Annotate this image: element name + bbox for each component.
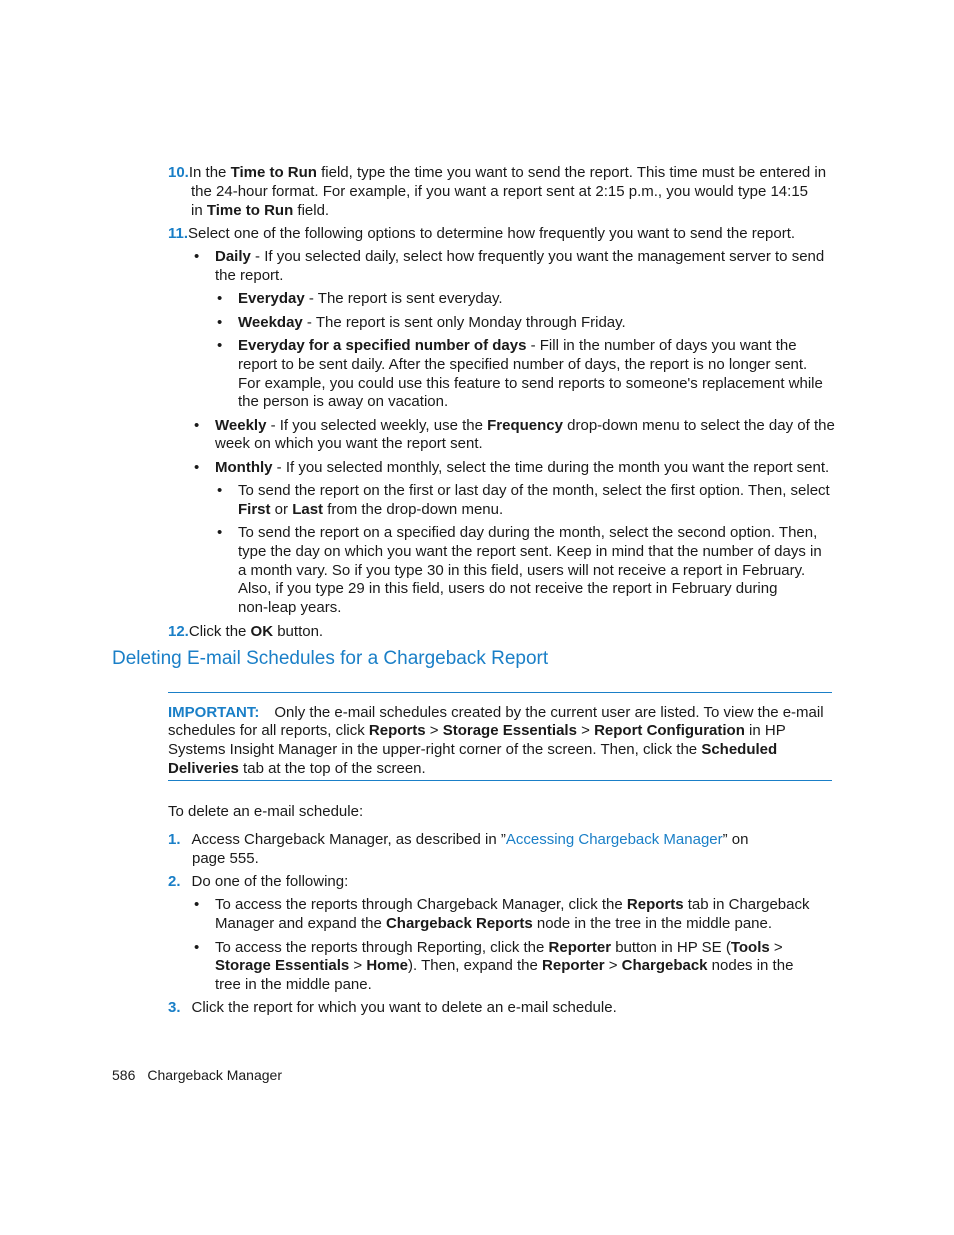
step-3: 3. Click the report for which you want to delete an e-mail schedule.: [168, 999, 617, 1016]
footer-section-title: Chargeback Manager: [147, 1067, 282, 1083]
option-monthly: Monthly - If you selected monthly, select the time during the month you want the report sent.: [215, 459, 830, 476]
bullet-icon: •: [194, 896, 200, 913]
bullet-icon: •: [217, 337, 223, 354]
bullet-icon: •: [194, 417, 200, 434]
bullet-icon: •: [194, 248, 200, 265]
important-line-2: schedules for all reports, click Reports > Storage Essentials > Report Configuration in HP: [168, 722, 786, 739]
accessing-chargeback-manager-link[interactable]: Accessing Chargeback Manager: [505, 831, 723, 848]
monthly-second-option-line-2: type the day on which you want the report sent. Keep in mind that the number of days in: [238, 543, 822, 560]
step-number: 1.: [168, 831, 181, 848]
option-reporting: To access the reports through Reporting, click the Reporter button in HP SE (Tools >: [215, 939, 783, 956]
option-weekly-line-2: week on which you want the report sent.: [215, 435, 483, 452]
option-daily: Daily - If you selected daily, select how frequently you want the management server to send: [215, 248, 825, 265]
important-line-3: Systems Insight Manager in the upper-right corner of the screen. Then, click the Scheduled: [168, 741, 778, 758]
important-label: IMPORTANT:: [168, 704, 260, 721]
bullet-icon: •: [217, 524, 223, 541]
option-weekday: Weekday - The report is sent only Monday through Friday.: [238, 314, 626, 331]
step-number: 11.: [168, 225, 189, 242]
step-number: 3.: [168, 999, 181, 1016]
important-note: IMPORTANT: Only the e-mail schedules created by the current user are listed. To view the e-mail: [168, 704, 824, 721]
bullet-icon: •: [217, 314, 223, 331]
step-number: 2.: [168, 873, 181, 890]
option-specified-line-2: report to be sent daily. After the specified number of days, the report is no longer sent.: [238, 356, 808, 373]
monthly-second-option-line-5: non-leap years.: [238, 599, 342, 616]
monthly-first-option: To send the report on the first or last day of the month, select the first option. Then, select: [238, 482, 830, 499]
step-10: 10.In the Time to Run field, type the time you want to send the report. This time must be entered in: [168, 164, 827, 181]
option-everyday: Everyday - The report is sent everyday.: [238, 290, 503, 307]
important-top-rule: [168, 692, 832, 693]
bullet-icon: •: [217, 290, 223, 307]
option-daily-line-2: the report.: [215, 267, 284, 284]
monthly-first-option-line-2: First or Last from the drop-down menu.: [238, 501, 504, 518]
step-10-line-2: the 24-hour format. For example, if you want a report sent at 2:15 p.m., you would type 14:15: [191, 183, 808, 200]
step-2: 2. Do one of the following:: [168, 873, 349, 890]
step-10-line-3: in Time to Run field.: [191, 202, 330, 219]
option-chargeback-manager-line-2: Manager and expand the Chargeback Reports node in the tree in the middle pane.: [215, 915, 773, 932]
step-11: 11.Select one of the following options to determine how frequently you want to send the report.: [168, 225, 796, 242]
monthly-second-option-line-4: Also, if you type 29 in this field, users do not receive the report in February during: [238, 580, 778, 597]
option-specified-line-3: For example, you could use this feature to send reports to someone's replacement while: [238, 375, 823, 392]
option-reporting-line-3: tree in the middle pane.: [215, 976, 372, 993]
monthly-second-option-line-3: a month vary. So if you type 30 in this field, users will not receive a report in February.: [238, 562, 806, 579]
bullet-icon: •: [217, 482, 223, 499]
important-bottom-rule: [168, 780, 832, 781]
bullet-icon: •: [194, 939, 200, 956]
monthly-second-option: To send the report on a specified day during the month, select the second option. Then,: [238, 524, 818, 541]
step-1: 1. Access Chargeback Manager, as described in ”Accessing Chargeback Manager” on: [168, 831, 749, 848]
procedure-intro: To delete an e-mail schedule:: [168, 803, 364, 820]
option-weekly: Weekly - If you selected weekly, use the Frequency drop-down menu to select the day of the: [215, 417, 835, 434]
bullet-icon: •: [194, 459, 200, 476]
section-heading: Deleting E-mail Schedules for a Chargeback Report: [112, 648, 549, 669]
page-footer: [112, 1067, 282, 1083]
option-specified-days: Everyday for a specified number of days - Fill in the number of days you want the: [238, 337, 797, 354]
option-specified-line-4: the person is away on vacation.: [238, 393, 449, 410]
important-line-4: Deliveries tab at the top of the screen.: [168, 760, 426, 777]
step-number: 12.: [168, 623, 189, 640]
step-12: 12.Click the OK button.: [168, 623, 324, 640]
page-number: 586: [112, 1067, 136, 1083]
option-reporting-line-2: Storage Essentials > Home). Then, expand the Reporter > Chargeback nodes in the: [215, 957, 794, 974]
option-chargeback-manager: To access the reports through Chargeback Manager, click the Reports tab in Chargeback: [215, 896, 810, 913]
step-number: 10.: [168, 164, 189, 181]
step-1-line-2: page 555.: [192, 850, 259, 867]
